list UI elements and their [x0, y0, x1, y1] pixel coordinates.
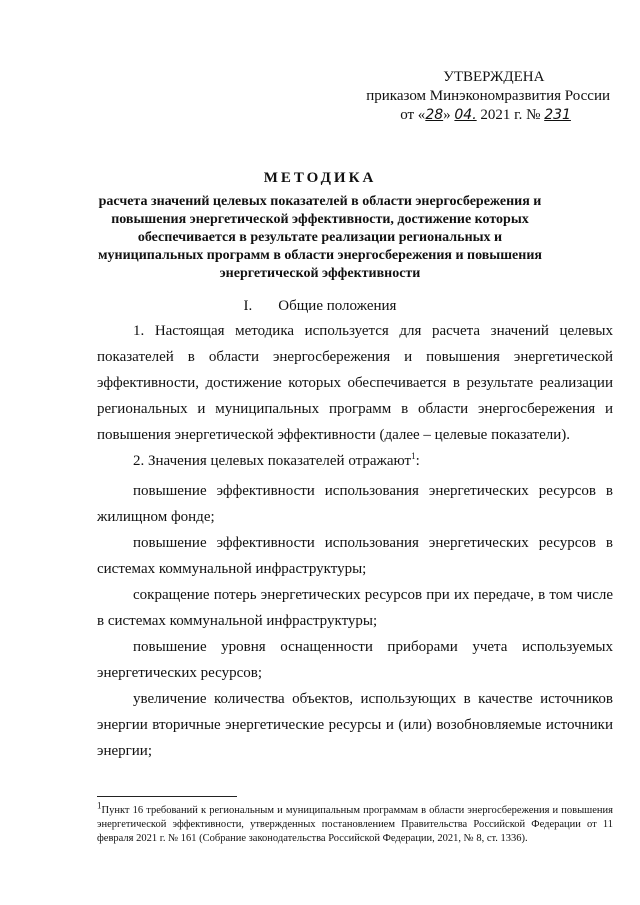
- date-prefix: от «: [400, 107, 426, 123]
- approval-block: [366, 68, 610, 125]
- section-number: I.: [243, 298, 253, 314]
- paragraph-4: [97, 530, 613, 582]
- year-part: 2021 г. №: [476, 107, 545, 123]
- paragraph-text: сокращение потерь энергетических ресурсов при их передаче, в том числе в системах коммунальной инфраструктуры;: [97, 587, 613, 629]
- handwritten-number: 231: [544, 107, 571, 123]
- footnote: [97, 800, 613, 846]
- paragraph-text: повышение эффективности использования энергетических ресурсов в жилищном фонде;: [97, 483, 613, 525]
- paragraph-text: [97, 448, 613, 474]
- approval-heading: УТВЕРЖДЕНА: [443, 69, 545, 85]
- paragraph-2: [97, 448, 613, 474]
- footnote-marker: 1: [97, 800, 102, 811]
- paragraph-text: повышение эффективности использования энергетических ресурсов в системах коммунальной инфраструктуры;: [97, 535, 613, 577]
- approval-order: приказом Минэкономразвития России: [366, 88, 610, 104]
- approval-date-line: [366, 106, 610, 125]
- footnote-text: Пункт 16 требований к региональным и муниципальным программам в области энергосбережения и повышения энергетической эффективности, утвержденных постановлением Правительства Российской Федерации от 11 февраля 2021 г. № 161 (Собрание законодательства Российской Федерации, 2021, № 8, ст. 1336).: [97, 805, 613, 844]
- document-subtitle: расчета значений целевых показателей в области энергосбережения и повышения энергетической эффективности, достижение которых обеспечивается в результате реализации региональных и муниципальных программ в области энергосбережения и повышения энергетической эффективности: [98, 194, 542, 281]
- paragraph-6: [97, 634, 613, 686]
- paragraph-1: [97, 318, 613, 448]
- paragraph-2-text: 2. Значения целевых показателей отражают: [133, 453, 412, 469]
- section-title: Общие положения: [278, 298, 397, 314]
- paragraph-text: 1. Настоящая методика используется для расчета значений целевых показателей в области энергосбережения и повышения энергетической эффективности, достижение которых обеспечивается в результате реализации региональных и муниципальных программ в области энергосбережения и повышения энергетической эффективности (далее – целевые показатели).: [97, 323, 613, 443]
- paragraph-text: повышение уровня оснащенности приборами учета используемых энергетических ресурсов;: [97, 639, 613, 681]
- paragraph-text: увеличение количества объектов, использующих в качестве источников энергии вторичные энергетические ресурсы и (или) возобновляемые источники энергии;: [97, 691, 613, 759]
- handwritten-month: 04.: [454, 107, 477, 123]
- date-mid: »: [443, 107, 455, 123]
- footnote-divider: [97, 796, 237, 797]
- paragraph-2-colon: :: [415, 453, 420, 469]
- document-title: МЕТОДИКА: [263, 170, 377, 186]
- paragraph-5: [97, 582, 613, 634]
- paragraph-3: [97, 478, 613, 530]
- handwritten-day: 28: [425, 107, 444, 123]
- footnote-ref: 1: [411, 451, 416, 461]
- section-heading: [0, 298, 640, 315]
- paragraph-7: [97, 686, 613, 764]
